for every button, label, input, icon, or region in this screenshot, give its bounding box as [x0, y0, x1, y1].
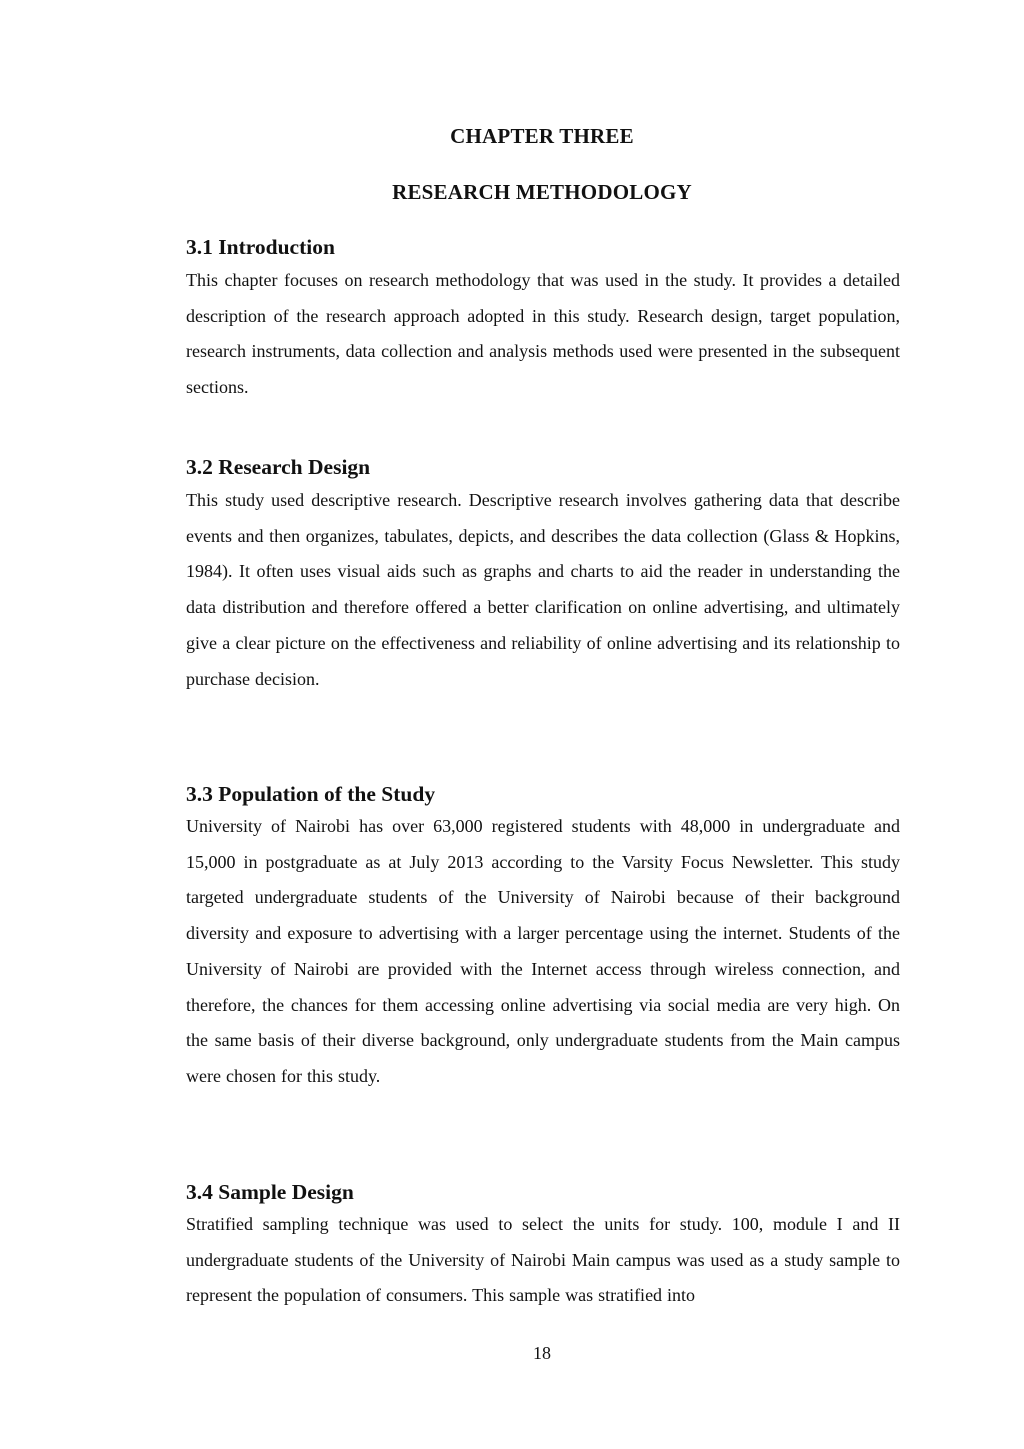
section-sample-design [186, 1178, 900, 1314]
section-heading: 3.1 Introduction [186, 235, 335, 259]
section-research-design [186, 453, 900, 697]
section-heading: 3.3 Population of the Study [186, 782, 436, 806]
section-population [186, 780, 900, 1095]
section-heading: 3.2 Research Design [186, 455, 371, 479]
section-paragraph: Stratified sampling technique was used to select the units for study. 100, module I and II undergraduate students of the University of Nairobi Main campus was used as a study sample to represent the population of consumers. This sample was stratified into [186, 1214, 900, 1306]
chapter-title: RESEARCH METHODOLOGY [392, 180, 692, 204]
section-paragraph: This study used descriptive research. Descriptive research involves gathering data that describe events and then organizes, tabulates, depicts, and describes the data collection (Glass & Hopkins, 1984). It often uses visual aids such as graphs and charts to aid the reader in understanding the data distribution and therefore offered a better clarification on online advertising, and ultimately give a clear picture on the effectiveness and reliability of online advertising and its relationship to purchase decision. [186, 490, 900, 689]
section-paragraph: This chapter focuses on research methodology that was used in the study. It provides a detailed description of the research approach adopted in this study. Research design, target population, research instruments, data collection and analysis methods used were presented in the subsequent sections. [186, 270, 900, 398]
page-number: 18 [533, 1343, 551, 1363]
section-heading: 3.4 Sample Design [186, 1180, 354, 1204]
section-paragraph: University of Nairobi has over 63,000 registered students with 48,000 in undergraduate and 15,000 in postgraduate as at July 2013 according to the Varsity Focus Newsletter. This study targeted undergraduate students of the University of Nairobi because of their background diversity and exposure to advertising with a larger percentage using the internet. Students of the University of Nairobi are provided with the Internet access through wireless connection, and therefore, the chances for them accessing online advertising via social media are very high. On the same basis of their diverse background, only undergraduate students from the Main campus were chosen for this study. [186, 816, 900, 1086]
section-introduction [186, 233, 900, 406]
chapter-label: CHAPTER THREE [450, 124, 634, 148]
